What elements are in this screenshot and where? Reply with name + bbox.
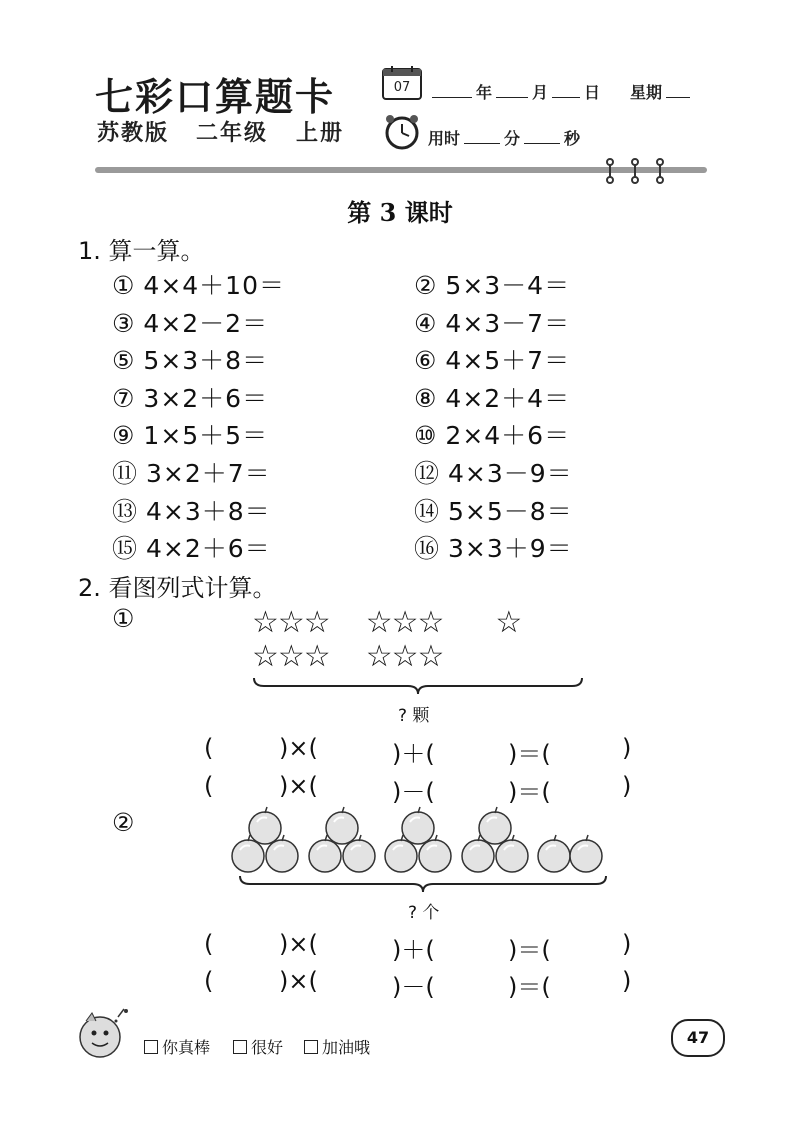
problem-expression: 3×2＋6＝ xyxy=(143,383,269,413)
problem-number: ⑮ xyxy=(112,534,139,564)
time-used-label: 用时 xyxy=(428,129,461,148)
problem-number: ② xyxy=(414,271,438,300)
q1-total-label: ? 颗 xyxy=(398,706,430,726)
problem-expression: 1×5＋5＝ xyxy=(143,421,269,451)
problem-item xyxy=(112,454,271,490)
clock-icon xyxy=(382,112,422,150)
q1-number: ① xyxy=(112,604,136,633)
problem-number: ⑭ xyxy=(414,496,441,526)
problem-expression: 4×2－2＝ xyxy=(143,308,269,338)
problem-item xyxy=(414,304,570,340)
section1-title: 1. 算一算。 xyxy=(78,237,205,265)
date-line xyxy=(428,80,694,103)
problem-number: ⑧ xyxy=(414,383,438,413)
year-label: 年 xyxy=(476,83,493,102)
edition-label xyxy=(97,116,169,147)
problem-item xyxy=(414,379,570,415)
problem-number: ⑪ xyxy=(112,459,139,488)
problem-expression: 3×2＋7＝ xyxy=(146,459,271,488)
problem-item xyxy=(112,529,271,565)
problem-expression: 2×4＋6＝ xyxy=(445,421,571,451)
lesson-title: 第 3 课时 xyxy=(347,198,453,227)
problem-expression: 4×4＋10＝ xyxy=(143,271,285,300)
problem-number: ⑥ xyxy=(414,346,438,376)
problem-number: ④ xyxy=(414,308,438,338)
problem-item xyxy=(112,379,268,415)
second-label: 秒 xyxy=(564,129,581,148)
problem-expression: 4×2＋4＝ xyxy=(445,383,571,413)
apple-group xyxy=(228,806,608,880)
problem-number: ⑯ xyxy=(414,534,441,564)
brace-2 xyxy=(238,874,608,898)
volume-label: 上册 xyxy=(296,121,345,146)
problem-expression: 5×3＋8＝ xyxy=(143,346,269,376)
rating-option-good[interactable]: 很好 xyxy=(233,1035,283,1058)
problem-item xyxy=(414,266,570,302)
problem-expression: 5×5－8＝ xyxy=(448,496,573,526)
brace-1 xyxy=(252,676,584,700)
problem-number: ⑩ xyxy=(414,421,438,451)
problem-number: ⑨ xyxy=(112,421,136,451)
month-label: 月 xyxy=(532,83,549,102)
problem-number: ③ xyxy=(112,308,136,338)
grade-label: 二年级 xyxy=(196,121,269,146)
problem-item xyxy=(414,529,573,565)
problem-expression: 4×5＋7＝ xyxy=(445,346,571,376)
star-row-2: ☆☆☆ ☆☆☆ xyxy=(252,639,444,674)
checkbox[interactable] xyxy=(233,1040,247,1054)
problem-item xyxy=(112,266,285,302)
checkbox[interactable] xyxy=(304,1040,318,1054)
calendar-day: 07 xyxy=(393,80,411,95)
binder-pins-icon xyxy=(600,158,670,184)
problem-item xyxy=(112,416,268,452)
week-label: 星期 xyxy=(630,83,663,102)
minute-label: 分 xyxy=(504,129,521,148)
time-line xyxy=(428,126,580,149)
star-row-1: ☆☆☆ ☆☆☆ ☆ xyxy=(252,605,522,640)
problem-item xyxy=(414,454,573,490)
rating-option-great[interactable]: 你真棒 xyxy=(144,1035,210,1058)
problem-item xyxy=(112,304,268,340)
calendar-icon xyxy=(382,66,422,100)
problem-expression: 4×3＋8＝ xyxy=(146,496,271,526)
problem-item xyxy=(112,492,271,528)
problem-number: ⑫ xyxy=(414,459,441,488)
mascot-icon xyxy=(72,1005,136,1069)
problem-number: ⑬ xyxy=(112,496,139,526)
page-number: 47 xyxy=(671,1019,725,1057)
problem-item xyxy=(414,341,570,377)
problem-expression: 4×3－7＝ xyxy=(445,308,571,338)
day-label: 日 xyxy=(584,83,601,102)
brand-title: 七彩口算题卡 xyxy=(95,74,336,119)
problem-expression: 3×3＋9＝ xyxy=(448,534,573,564)
q2-total-label: ? 个 xyxy=(408,903,440,923)
q2-number: ② xyxy=(112,808,136,837)
problem-item xyxy=(112,341,268,377)
problem-item xyxy=(414,492,573,528)
problem-expression: 4×3－9＝ xyxy=(448,459,573,488)
star-group xyxy=(252,606,521,674)
problem-item xyxy=(414,416,570,452)
problem-number: ⑦ xyxy=(112,383,136,413)
checkbox[interactable] xyxy=(144,1040,158,1054)
problem-expression: 4×2＋6＝ xyxy=(146,534,271,564)
edition: 苏教版 xyxy=(97,121,170,146)
problem-number: ⑤ xyxy=(112,346,136,376)
section2-title: 2. 看图列式计算。 xyxy=(78,574,277,602)
rating-option-keep-going[interactable]: 加油哦 xyxy=(304,1035,370,1058)
problem-number: ① xyxy=(112,271,136,300)
problem-expression: 5×3－4＝ xyxy=(445,271,571,300)
